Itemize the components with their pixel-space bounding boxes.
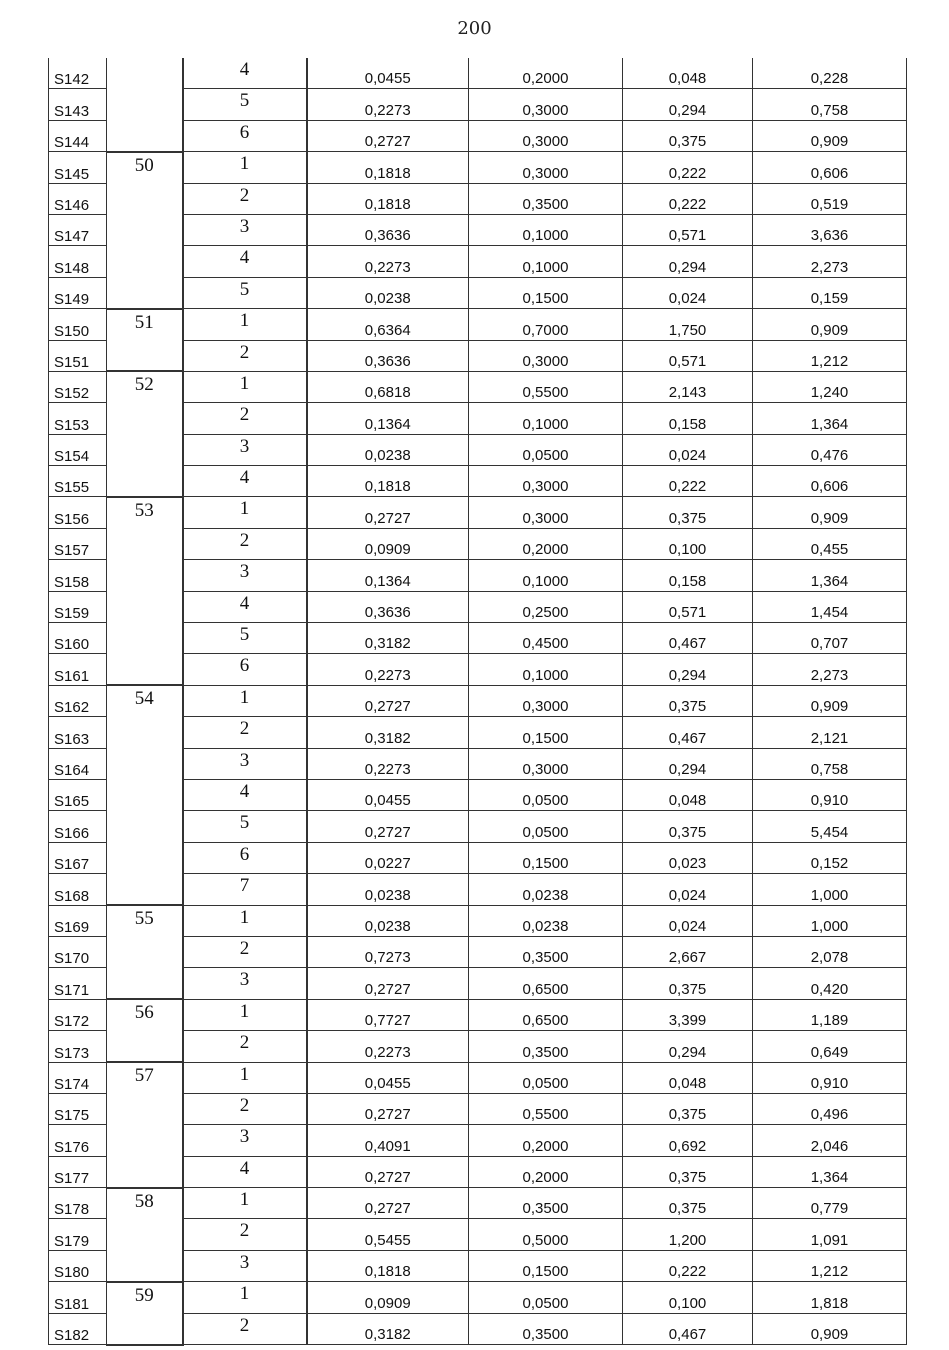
table-row	[49, 152, 907, 183]
sample-id-cell: S149	[49, 277, 107, 308]
value-cell-1: 0,1364	[307, 403, 469, 434]
value-cell-4: 0,910	[753, 1062, 907, 1093]
sample-id-cell: S146	[49, 183, 107, 214]
value-cell-4: 0,909	[753, 309, 907, 340]
index-cell: 2	[183, 1093, 307, 1124]
value-cell-4: 1,818	[753, 1282, 907, 1313]
value-cell-3: 0,024	[623, 905, 753, 936]
index-cell: 1	[183, 309, 307, 340]
value-cell-2: 0,1000	[469, 403, 623, 434]
value-cell-3: 0,375	[623, 968, 753, 999]
value-cell-2: 0,0500	[469, 1282, 623, 1313]
value-cell-3: 0,048	[623, 58, 753, 89]
value-cell-2: 0,3500	[469, 1313, 623, 1344]
value-cell-2: 0,3000	[469, 497, 623, 528]
index-cell: 1	[183, 999, 307, 1030]
index-cell: 1	[183, 1062, 307, 1093]
sample-id-cell: S153	[49, 403, 107, 434]
value-cell-4: 1,364	[753, 1156, 907, 1187]
value-cell-1: 0,1818	[307, 183, 469, 214]
value-cell-1: 0,1818	[307, 152, 469, 183]
table-row	[49, 371, 907, 402]
value-cell-4: 0,909	[753, 1313, 907, 1344]
value-cell-3: 0,024	[623, 277, 753, 308]
value-cell-2: 0,0500	[469, 811, 623, 842]
value-cell-1: 0,2727	[307, 1156, 469, 1187]
value-cell-3: 0,571	[623, 340, 753, 371]
value-cell-2: 0,3500	[469, 936, 623, 967]
index-cell: 1	[183, 685, 307, 716]
value-cell-4: 1,000	[753, 905, 907, 936]
value-cell-4: 0,455	[753, 528, 907, 559]
index-cell: 3	[183, 560, 307, 591]
index-cell: 5	[183, 811, 307, 842]
sample-id-cell: S165	[49, 779, 107, 810]
index-cell: 4	[183, 591, 307, 622]
index-cell: 4	[183, 58, 307, 89]
value-cell-3: 0,375	[623, 811, 753, 842]
value-cell-3: 0,024	[623, 874, 753, 905]
sample-id-cell: S166	[49, 811, 107, 842]
value-cell-4: 1,364	[753, 560, 907, 591]
value-cell-1: 0,6364	[307, 309, 469, 340]
value-cell-2: 0,0500	[469, 779, 623, 810]
value-cell-3: 0,294	[623, 246, 753, 277]
index-cell: 1	[183, 152, 307, 183]
value-cell-4: 2,121	[753, 717, 907, 748]
value-cell-1: 0,0238	[307, 277, 469, 308]
value-cell-3: 0,158	[623, 403, 753, 434]
value-cell-3: 0,375	[623, 120, 753, 151]
value-cell-3: 0,375	[623, 685, 753, 716]
sample-id-cell: S157	[49, 528, 107, 559]
index-cell: 3	[183, 434, 307, 465]
value-cell-3: 2,143	[623, 371, 753, 402]
value-cell-3: 0,100	[623, 1282, 753, 1313]
table-row	[49, 1282, 907, 1313]
value-cell-1: 0,0909	[307, 528, 469, 559]
value-cell-4: 0,420	[753, 968, 907, 999]
index-cell: 7	[183, 874, 307, 905]
value-cell-1: 0,0238	[307, 905, 469, 936]
value-cell-2: 0,0238	[469, 905, 623, 936]
value-cell-2: 0,6500	[469, 999, 623, 1030]
page-number: 200	[457, 18, 492, 39]
value-cell-2: 0,3000	[469, 340, 623, 371]
value-cell-3: 0,375	[623, 497, 753, 528]
sample-id-cell: S181	[49, 1282, 107, 1313]
value-cell-1: 0,5455	[307, 1219, 469, 1250]
value-cell-2: 0,2500	[469, 591, 623, 622]
group-number-cell: 52	[107, 371, 183, 497]
sample-id-cell: S158	[49, 560, 107, 591]
value-cell-2: 0,3500	[469, 183, 623, 214]
index-cell: 2	[183, 717, 307, 748]
value-cell-1: 0,2273	[307, 654, 469, 685]
value-cell-2: 0,3000	[469, 89, 623, 120]
index-cell: 2	[183, 1313, 307, 1344]
value-cell-4: 0,779	[753, 1188, 907, 1219]
value-cell-1: 0,3182	[307, 1313, 469, 1344]
value-cell-1: 0,3636	[307, 340, 469, 371]
value-cell-4: 0,476	[753, 434, 907, 465]
value-cell-2: 0,5000	[469, 1219, 623, 1250]
value-cell-1: 0,3182	[307, 717, 469, 748]
group-number-cell: 58	[107, 1188, 183, 1282]
value-cell-4: 0,758	[753, 89, 907, 120]
value-cell-4: 2,273	[753, 246, 907, 277]
value-cell-4: 0,909	[753, 497, 907, 528]
value-cell-2: 0,4500	[469, 623, 623, 654]
value-cell-2: 0,7000	[469, 309, 623, 340]
sample-id-cell: S159	[49, 591, 107, 622]
value-cell-2: 0,2000	[469, 1125, 623, 1156]
value-cell-2: 0,0500	[469, 1062, 623, 1093]
sample-id-cell: S174	[49, 1062, 107, 1093]
value-cell-1: 0,2727	[307, 497, 469, 528]
value-cell-3: 0,222	[623, 1250, 753, 1281]
value-cell-4: 2,273	[753, 654, 907, 685]
table-row	[49, 1188, 907, 1219]
value-cell-4: 0,496	[753, 1093, 907, 1124]
sample-id-cell: S177	[49, 1156, 107, 1187]
value-cell-4: 1,091	[753, 1219, 907, 1250]
sample-id-cell: S173	[49, 1031, 107, 1062]
index-cell: 6	[183, 842, 307, 873]
sample-id-cell: S144	[49, 120, 107, 151]
sample-id-cell: S167	[49, 842, 107, 873]
value-cell-2: 0,0238	[469, 874, 623, 905]
value-cell-4: 1,212	[753, 1250, 907, 1281]
sample-id-cell: S151	[49, 340, 107, 371]
sample-id-cell: S155	[49, 466, 107, 497]
value-cell-3: 1,750	[623, 309, 753, 340]
group-number-cell: 53	[107, 497, 183, 685]
value-cell-2: 0,1500	[469, 842, 623, 873]
value-cell-3: 0,100	[623, 528, 753, 559]
index-cell: 1	[183, 905, 307, 936]
value-cell-4: 1,212	[753, 340, 907, 371]
value-cell-2: 0,5500	[469, 1093, 623, 1124]
value-cell-3: 0,467	[623, 717, 753, 748]
index-cell: 2	[183, 183, 307, 214]
value-cell-2: 0,3000	[469, 685, 623, 716]
value-cell-3: 0,222	[623, 152, 753, 183]
index-cell: 4	[183, 1156, 307, 1187]
value-cell-3: 0,294	[623, 89, 753, 120]
sample-id-cell: S148	[49, 246, 107, 277]
sample-id-cell: S164	[49, 748, 107, 779]
sample-id-cell: S160	[49, 623, 107, 654]
sample-id-cell: S172	[49, 999, 107, 1030]
value-cell-4: 5,454	[753, 811, 907, 842]
value-cell-1: 0,3636	[307, 591, 469, 622]
value-cell-1: 0,2727	[307, 685, 469, 716]
value-cell-3: 0,222	[623, 466, 753, 497]
value-cell-4: 1,189	[753, 999, 907, 1030]
index-cell: 3	[183, 1250, 307, 1281]
index-cell: 4	[183, 246, 307, 277]
index-cell: 1	[183, 371, 307, 402]
value-cell-4: 0,707	[753, 623, 907, 654]
value-cell-3: 0,294	[623, 1031, 753, 1062]
value-cell-2: 0,3000	[469, 466, 623, 497]
value-cell-1: 0,1364	[307, 560, 469, 591]
data-table	[48, 58, 907, 1346]
sample-id-cell: S170	[49, 936, 107, 967]
index-cell: 3	[183, 1125, 307, 1156]
value-cell-4: 0,519	[753, 183, 907, 214]
sample-id-cell: S168	[49, 874, 107, 905]
index-cell: 5	[183, 623, 307, 654]
value-cell-3: 0,467	[623, 623, 753, 654]
group-number-cell: 57	[107, 1062, 183, 1188]
value-cell-3: 0,375	[623, 1188, 753, 1219]
value-cell-4: 2,078	[753, 936, 907, 967]
index-cell: 3	[183, 748, 307, 779]
value-cell-2: 0,6500	[469, 968, 623, 999]
value-cell-1: 0,3636	[307, 214, 469, 245]
index-cell: 6	[183, 654, 307, 685]
value-cell-1: 0,4091	[307, 1125, 469, 1156]
sample-id-cell: S163	[49, 717, 107, 748]
sample-id-cell: S162	[49, 685, 107, 716]
index-cell: 2	[183, 340, 307, 371]
group-number-cell: 50	[107, 152, 183, 309]
value-cell-4: 2,046	[753, 1125, 907, 1156]
sample-id-cell: S178	[49, 1188, 107, 1219]
table-body	[49, 58, 907, 1345]
index-cell: 2	[183, 936, 307, 967]
value-cell-1: 0,2727	[307, 968, 469, 999]
value-cell-2: 0,2000	[469, 58, 623, 89]
table-row	[49, 999, 907, 1030]
value-cell-3: 0,375	[623, 1093, 753, 1124]
index-cell: 1	[183, 497, 307, 528]
value-cell-1: 0,3182	[307, 623, 469, 654]
value-cell-1: 0,0238	[307, 434, 469, 465]
value-cell-4: 1,364	[753, 403, 907, 434]
value-cell-1: 0,1818	[307, 466, 469, 497]
index-cell: 4	[183, 466, 307, 497]
value-cell-4: 0,910	[753, 779, 907, 810]
value-cell-1: 0,2273	[307, 1031, 469, 1062]
sample-id-cell: S171	[49, 968, 107, 999]
group-number-cell: 59	[107, 1282, 183, 1345]
value-cell-2: 0,3000	[469, 748, 623, 779]
sample-id-cell: S150	[49, 309, 107, 340]
value-cell-3: 0,571	[623, 214, 753, 245]
value-cell-1: 0,7727	[307, 999, 469, 1030]
value-cell-1: 0,2727	[307, 120, 469, 151]
value-cell-1: 0,2273	[307, 246, 469, 277]
sample-id-cell: S143	[49, 89, 107, 120]
value-cell-4: 0,606	[753, 466, 907, 497]
value-cell-2: 0,1500	[469, 717, 623, 748]
value-cell-1: 0,2727	[307, 1093, 469, 1124]
value-cell-3: 0,294	[623, 748, 753, 779]
value-cell-3: 0,024	[623, 434, 753, 465]
sample-id-cell: S154	[49, 434, 107, 465]
index-cell: 1	[183, 1188, 307, 1219]
value-cell-3: 0,222	[623, 183, 753, 214]
sample-id-cell: S180	[49, 1250, 107, 1281]
value-cell-3: 0,294	[623, 654, 753, 685]
table-row	[49, 497, 907, 528]
index-cell: 4	[183, 779, 307, 810]
index-cell: 2	[183, 1219, 307, 1250]
value-cell-2: 0,5500	[469, 371, 623, 402]
value-cell-2: 0,3000	[469, 152, 623, 183]
group-number-cell	[107, 58, 183, 152]
value-cell-3: 0,048	[623, 1062, 753, 1093]
value-cell-4: 0,606	[753, 152, 907, 183]
sample-id-cell: S182	[49, 1313, 107, 1344]
sample-id-cell: S147	[49, 214, 107, 245]
value-cell-1: 0,2273	[307, 748, 469, 779]
value-cell-1: 0,0238	[307, 874, 469, 905]
index-cell: 2	[183, 1031, 307, 1062]
value-cell-3: 1,200	[623, 1219, 753, 1250]
value-cell-2: 0,1000	[469, 246, 623, 277]
group-number-cell: 56	[107, 999, 183, 1062]
value-cell-3: 0,023	[623, 842, 753, 873]
sample-id-cell: S161	[49, 654, 107, 685]
sample-id-cell: S175	[49, 1093, 107, 1124]
sample-id-cell: S142	[49, 58, 107, 89]
sample-id-cell: S176	[49, 1125, 107, 1156]
index-cell: 2	[183, 403, 307, 434]
index-cell: 1	[183, 1282, 307, 1313]
value-cell-1: 0,0455	[307, 58, 469, 89]
sample-id-cell: S152	[49, 371, 107, 402]
value-cell-2: 0,1000	[469, 214, 623, 245]
value-cell-3: 0,375	[623, 1156, 753, 1187]
value-cell-3: 3,399	[623, 999, 753, 1030]
value-cell-3: 0,158	[623, 560, 753, 591]
value-cell-1: 0,0227	[307, 842, 469, 873]
group-number-cell: 54	[107, 685, 183, 905]
value-cell-3: 0,467	[623, 1313, 753, 1344]
value-cell-4: 3,636	[753, 214, 907, 245]
value-cell-2: 0,2000	[469, 1156, 623, 1187]
value-cell-2: 0,0500	[469, 434, 623, 465]
table-row	[49, 58, 907, 89]
value-cell-2: 0,3000	[469, 120, 623, 151]
index-cell: 6	[183, 120, 307, 151]
value-cell-4: 0,909	[753, 120, 907, 151]
value-cell-4: 1,000	[753, 874, 907, 905]
value-cell-1: 0,0455	[307, 1062, 469, 1093]
table-row	[49, 1062, 907, 1093]
sample-id-cell: S145	[49, 152, 107, 183]
value-cell-4: 0,159	[753, 277, 907, 308]
value-cell-2: 0,1000	[469, 560, 623, 591]
value-cell-4: 0,649	[753, 1031, 907, 1062]
index-cell: 3	[183, 214, 307, 245]
value-cell-1: 0,2727	[307, 1188, 469, 1219]
value-cell-2: 0,3500	[469, 1188, 623, 1219]
value-cell-2: 0,2000	[469, 528, 623, 559]
sample-id-cell: S156	[49, 497, 107, 528]
index-cell: 3	[183, 968, 307, 999]
table-row	[49, 685, 907, 716]
group-number-cell: 55	[107, 905, 183, 999]
index-cell: 5	[183, 277, 307, 308]
table-row	[49, 309, 907, 340]
value-cell-1: 0,2273	[307, 89, 469, 120]
value-cell-4: 0,228	[753, 58, 907, 89]
value-cell-1: 0,0455	[307, 779, 469, 810]
index-cell: 2	[183, 528, 307, 559]
value-cell-4: 0,758	[753, 748, 907, 779]
value-cell-1: 0,0909	[307, 1282, 469, 1313]
value-cell-1: 0,6818	[307, 371, 469, 402]
value-cell-3: 0,048	[623, 779, 753, 810]
value-cell-3: 0,692	[623, 1125, 753, 1156]
value-cell-2: 0,1500	[469, 277, 623, 308]
group-number-cell: 51	[107, 309, 183, 372]
sample-id-cell: S179	[49, 1219, 107, 1250]
value-cell-2: 0,1500	[469, 1250, 623, 1281]
value-cell-1: 0,2727	[307, 811, 469, 842]
value-cell-4: 1,454	[753, 591, 907, 622]
value-cell-2: 0,3500	[469, 1031, 623, 1062]
value-cell-4: 1,240	[753, 371, 907, 402]
value-cell-2: 0,1000	[469, 654, 623, 685]
value-cell-1: 0,1818	[307, 1250, 469, 1281]
value-cell-3: 2,667	[623, 936, 753, 967]
table-row	[49, 905, 907, 936]
value-cell-4: 0,152	[753, 842, 907, 873]
sample-id-cell: S169	[49, 905, 107, 936]
value-cell-1: 0,7273	[307, 936, 469, 967]
value-cell-3: 0,571	[623, 591, 753, 622]
value-cell-4: 0,909	[753, 685, 907, 716]
index-cell: 5	[183, 89, 307, 120]
